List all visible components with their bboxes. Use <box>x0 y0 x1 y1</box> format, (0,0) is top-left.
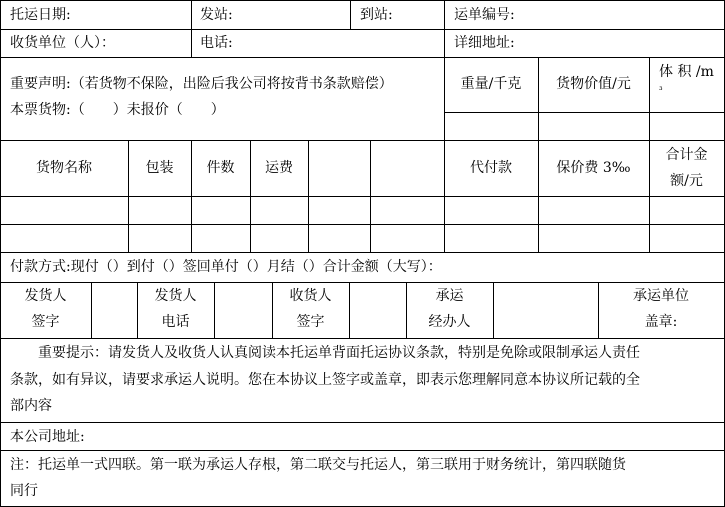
total-amount-header-line-1: 合计金 <box>665 147 708 163</box>
rule <box>128 140 129 252</box>
shipper-phone-label-1: 发货人 <box>154 288 197 304</box>
rule <box>0 450 725 451</box>
rule <box>0 140 725 141</box>
insurance-fee-header: 保价费 3‰ <box>556 160 631 176</box>
carrier-agent-label-1: 承运 <box>435 288 464 304</box>
rule <box>308 140 309 252</box>
rule <box>0 29 725 30</box>
weight-header: 重量/千克 <box>460 76 522 92</box>
rule <box>0 57 725 58</box>
rule <box>191 140 192 252</box>
consignee-signature-label-2: 签字 <box>296 314 325 330</box>
shipper-phone-label-2: 电话 <box>161 314 190 330</box>
volume-superscript: ³ <box>659 86 663 96</box>
rule <box>444 0 445 140</box>
ship-date-label: 托运日期: <box>10 7 71 23</box>
company-address-label: 本公司地址: <box>10 429 85 445</box>
cod-header: 代付款 <box>470 160 512 176</box>
packing-header: 包装 <box>145 160 174 176</box>
rule <box>0 224 725 225</box>
rule <box>0 252 725 253</box>
payment-method-text: 付款方式:现付（）到付（）签回单付（）月结（）合计金额（大写）： <box>10 259 442 275</box>
rule <box>350 0 351 29</box>
goods-name-header: 货物名称 <box>36 160 92 176</box>
total-amount-header-line-2: 额/元 <box>670 173 703 189</box>
destination-station-label: 到站: <box>360 7 393 23</box>
goods-value-header: 货物价值/元 <box>556 76 631 92</box>
phone-label: 电话: <box>200 35 233 51</box>
notice-line-3: 部内容 <box>10 398 52 414</box>
consignee-signature-label-1: 收货人 <box>289 288 332 304</box>
rule <box>444 140 445 252</box>
address-label: 详细地址: <box>454 35 515 51</box>
carrier-agent-label-2: 经办人 <box>428 314 471 330</box>
consignee-label: 收货单位（人）： <box>10 35 115 51</box>
rule <box>0 338 725 339</box>
piece-count-header: 件数 <box>206 160 235 176</box>
origin-station-label: 发站: <box>200 7 233 23</box>
volume-header: 体 积 /m <box>659 64 714 80</box>
rule <box>0 196 725 197</box>
rule <box>0 422 725 423</box>
rule <box>444 112 725 113</box>
shipper-signature-label-2: 签字 <box>31 314 60 330</box>
carrier-seal-label-1: 承运单位 <box>633 288 689 304</box>
footnote-line-1: 注：托运单一式四联。第一联为承运人存根，第二联交与托运人，第三联用于财务统计，第四联随货 <box>10 457 626 473</box>
notice-line-1: 重要提示：请发货人及收货人认真阅读本托运单背面托运协议条款，特别是免除或限制承运人责任 <box>10 345 640 361</box>
declaration-line-1: 重要声明:（若货物不保险，出险后我公司将按背书条款赔偿） <box>10 76 393 92</box>
rule <box>349 282 350 338</box>
rule <box>649 57 650 140</box>
rule <box>0 0 1 507</box>
rule <box>91 282 92 338</box>
rule <box>0 282 725 283</box>
rule <box>538 57 539 140</box>
carrier-seal-label-2: 盖章: <box>644 314 678 330</box>
rule <box>370 140 371 252</box>
waybill-number-label: 运单编号: <box>454 7 515 23</box>
freight-header: 运费 <box>265 160 293 176</box>
rule <box>0 0 725 1</box>
footnote-line-2: 同行 <box>10 483 38 499</box>
declaration-line-2: 本票货物:（ ）未报价（ ） <box>10 102 225 118</box>
shipper-signature-label-1: 发货人 <box>24 288 67 304</box>
rule <box>493 282 494 338</box>
rule <box>191 0 192 57</box>
rule <box>214 282 215 338</box>
rule <box>250 140 251 252</box>
rule <box>538 140 539 252</box>
notice-line-2: 条款，如有异议，请要求承运人说明。您在本协议上签字或盖章，即表示您理解同意本协议所记载的全 <box>10 372 640 388</box>
